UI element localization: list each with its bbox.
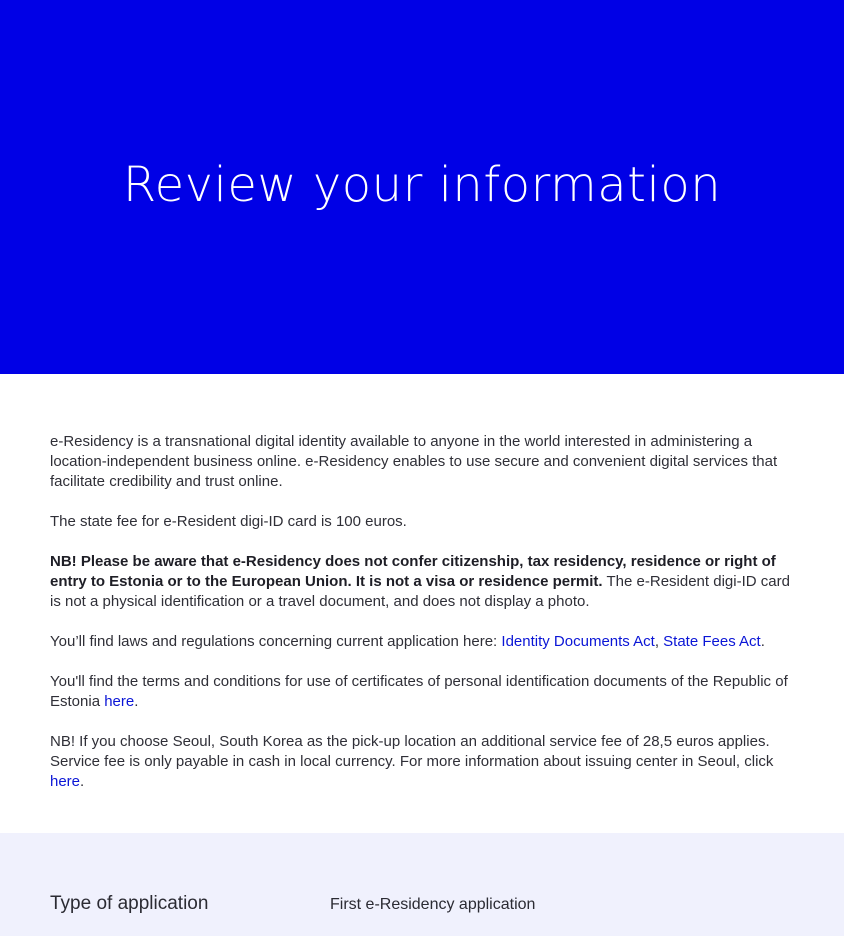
terms-paragraph bbox=[50, 672, 794, 712]
terms-here-link[interactable]: here bbox=[104, 693, 135, 710]
hero-banner bbox=[0, 0, 844, 374]
identity-documents-act-link[interactable]: Identity Documents Act bbox=[501, 633, 655, 650]
laws-text: You’ll find laws and regulations concerning current application here: bbox=[50, 633, 502, 650]
laws-separator: , bbox=[654, 633, 664, 650]
laws-suffix: . bbox=[760, 633, 765, 650]
seoul-suffix: . bbox=[80, 773, 85, 790]
page-title: Review your information bbox=[122, 157, 722, 213]
fee-text: The state fee for e-Resident digi-ID card is 100 euros. bbox=[50, 513, 407, 530]
seoul-here-link[interactable]: here bbox=[50, 773, 81, 790]
disclaimer-paragraph bbox=[50, 552, 794, 612]
state-fees-act-link[interactable]: State Fees Act bbox=[663, 633, 761, 650]
type-of-application-value: First e-Residency application bbox=[330, 896, 536, 913]
type-of-application-label: Type of application bbox=[50, 893, 209, 914]
info-section bbox=[0, 374, 844, 790]
fee-paragraph bbox=[50, 512, 794, 532]
disclaimer-bold-text: NB! Please be aware that e-Residency does not confer citizenship, tax residency, residence or right of entry to Estonia or to the European Union. It is not a visa or residence permit. bbox=[50, 553, 776, 590]
disclaimer-text: The e-Resident digi-ID card is not a physical identification or a travel document, and does not display a photo. bbox=[50, 573, 790, 610]
terms-suffix: . bbox=[134, 693, 139, 710]
seoul-paragraph bbox=[50, 732, 794, 792]
terms-text: You'll find the terms and conditions for use of certificates of personal identification documents of the Republic of Estonia bbox=[50, 673, 788, 710]
summary-row-type bbox=[50, 893, 535, 915]
intro-paragraph bbox=[50, 432, 794, 492]
intro-text: e-Residency is a transnational digital identity available to anyone in the world interested in administering a location-independent business online. e-Residency enables to use secure and convenient digital services that facilitate credibility and trust online. bbox=[50, 433, 778, 490]
seoul-text: NB! If you choose Seoul, South Korea as the pick-up location an additional service fee of 28,5 euros applies. Service fee is only payable in cash in local currency. For more information about issuing center in Seoul, click bbox=[50, 733, 774, 770]
application-summary bbox=[0, 833, 844, 936]
laws-paragraph bbox=[50, 632, 794, 652]
